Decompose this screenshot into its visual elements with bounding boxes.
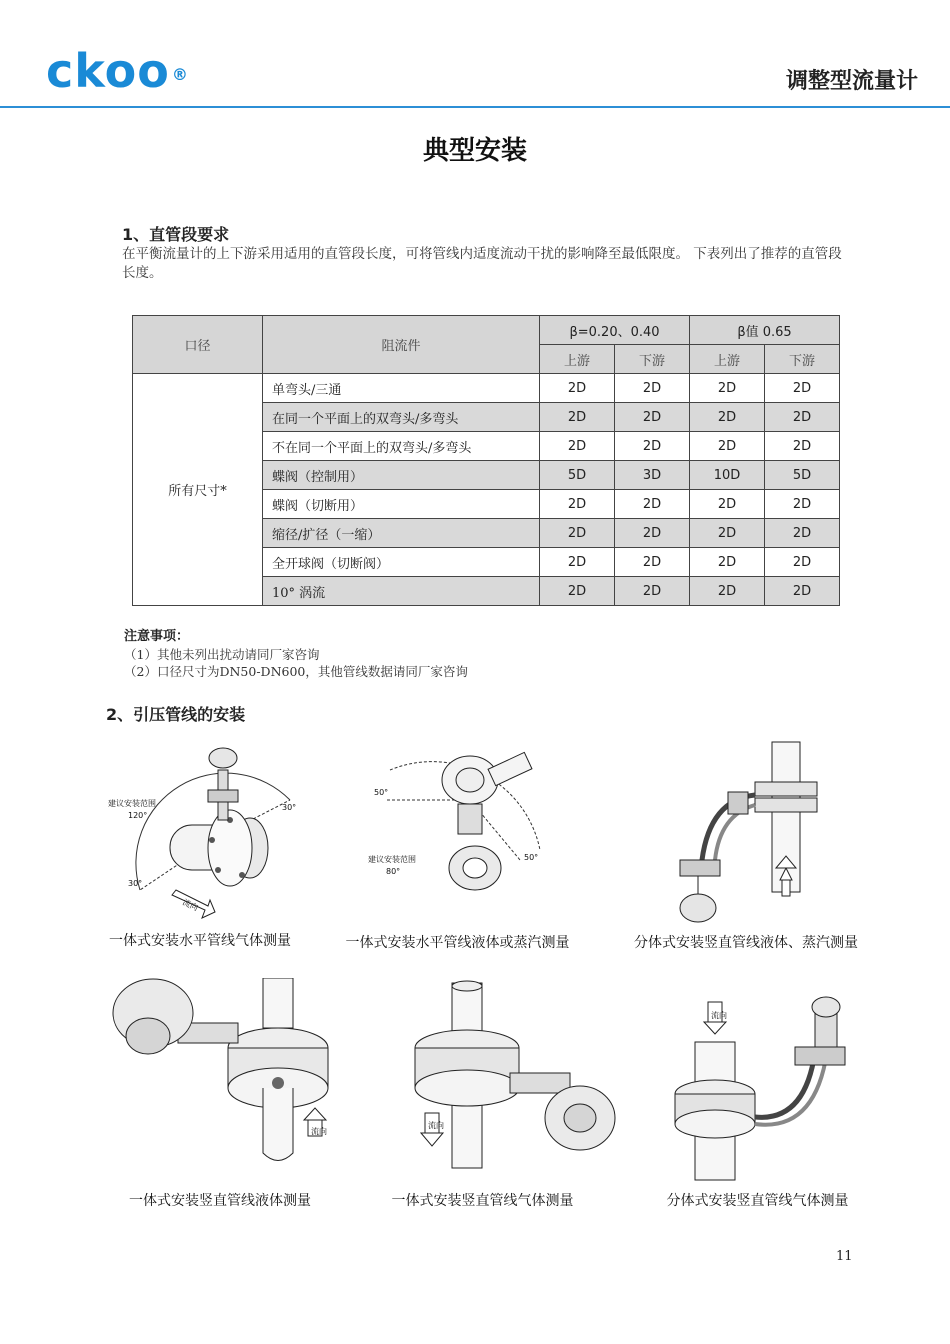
table-cell: 2D [615, 403, 690, 432]
downstream-header: 下游 [765, 345, 840, 374]
table-cell: 2D [540, 548, 615, 577]
document-title: 调整型流量计 [785, 69, 918, 94]
figure-caption: 分体式安装竖直管线气体测量 [666, 1193, 849, 1209]
table-cell: 2D [615, 519, 690, 548]
col-obstruction-header: 阻流件 [263, 316, 540, 374]
figure-caption: 分体式安装竖直管线液体、蒸汽测量 [634, 935, 858, 951]
table-cell: 2D [540, 374, 615, 403]
table-cell: 2D [690, 403, 765, 432]
section1-intro: 在平衡流量计的上下游采用适用的直管段长度，可将管线内适度流动干扰的影响降至最低限度。 下表列出了推荐的直管段长度。 [122, 246, 842, 281]
fig6-flow-label: 流向 [711, 1011, 727, 1020]
notes-title: 注意事项： [124, 629, 190, 644]
logo-text: ckoo [46, 44, 170, 98]
fig5-flow-label: 流向 [428, 1121, 444, 1130]
beta-group-2-header: β值 0.65 [690, 316, 840, 345]
col-diameter-header: 口径 [133, 316, 263, 374]
ckoo-logo [46, 44, 189, 98]
fig1-flow-label: 流向 [181, 897, 200, 913]
obstruction-label: 单弯头/三通 [263, 374, 540, 403]
table-cell: 2D [615, 548, 690, 577]
table-cell: 2D [540, 403, 615, 432]
table-cell: 2D [690, 432, 765, 461]
fig4-flow-label: 流向 [311, 1127, 327, 1136]
size-cell: 所有尺寸* [133, 374, 263, 606]
figure-caption: 一体式安装竖直管线气体测量 [391, 1193, 574, 1209]
table-cell: 2D [615, 374, 690, 403]
table-cell: 2D [690, 519, 765, 548]
table-cell: 2D [540, 577, 615, 606]
figure-integral-vertical-gas [410, 978, 620, 1173]
figure-caption: 一体式安装水平管线气体测量 [109, 933, 291, 949]
note-item: （1）其他未列出扰动请同厂家咨询 [124, 647, 320, 662]
table-cell: 2D [765, 432, 840, 461]
table-cell: 2D [690, 374, 765, 403]
figure-caption: 一体式安装水平管线液体或蒸汽测量 [345, 935, 570, 951]
table-cell: 2D [765, 374, 840, 403]
obstruction-label: 全开球阀（切断阀） [263, 548, 540, 577]
table-cell: 2D [615, 577, 690, 606]
fig2-angle-a: 50° [374, 788, 389, 797]
fig1-angle-a: 30° [282, 803, 297, 812]
table-cell: 2D [765, 403, 840, 432]
fig2-range-label: 建议安装范围 [368, 855, 416, 864]
header-rule [0, 106, 950, 108]
table-cell: 2D [540, 432, 615, 461]
obstruction-label: 蝶阀（控制用） [263, 461, 540, 490]
obstruction-label: 不在同一个平面上的双弯头/多弯头 [263, 432, 540, 461]
table-cell: 2D [615, 432, 690, 461]
table-cell: 5D [765, 461, 840, 490]
upstream-header: 上游 [690, 345, 765, 374]
table-cell: 3D [615, 461, 690, 490]
table-cell: 2D [765, 490, 840, 519]
table-cell: 2D [765, 519, 840, 548]
obstruction-label: 10° 涡流 [263, 577, 540, 606]
obstruction-label: 蝶阀（切断用） [263, 490, 540, 519]
figure-integral-horizontal-liquid [360, 740, 560, 905]
table-cell: 2D [540, 490, 615, 519]
section2-heading: 2、引压管线的安装 [106, 705, 246, 724]
table-cell: 2D [765, 548, 840, 577]
fig2-angle-b: 50° [524, 853, 539, 862]
section1-heading: 1、直管段要求 [122, 225, 230, 244]
upstream-header: 上游 [540, 345, 615, 374]
table-cell: 10D [690, 461, 765, 490]
figure-remote-vertical-liquid [660, 740, 860, 925]
table-cell: 2D [690, 548, 765, 577]
figure-integral-horizontal-gas [100, 740, 310, 930]
table-cell: 2D [765, 577, 840, 606]
note-item: （2）口径尺寸为DN50-DN600，其他管线数据请同厂家咨询 [124, 664, 468, 679]
obstruction-label: 缩径/扩径（一缩） [263, 519, 540, 548]
figure-caption: 一体式安装竖直管线液体测量 [129, 1193, 311, 1209]
page-number: 11 [836, 1249, 853, 1264]
beta-group-1-header: β=0.20、0.40 [540, 316, 690, 345]
table-cell: 2D [615, 490, 690, 519]
fig1-range-label: 建议安装范围 [108, 799, 156, 808]
figure-remote-vertical-gas [665, 992, 880, 1182]
downstream-header: 下游 [615, 345, 690, 374]
table-cell: 2D [690, 490, 765, 519]
table-cell: 2D [540, 519, 615, 548]
figure-integral-vertical-liquid [108, 978, 333, 1173]
table-cell: 2D [690, 577, 765, 606]
fig1-angle-b: 30° [128, 879, 143, 888]
fig1-range-value: 120° [128, 811, 148, 820]
fig2-range-value: 80° [386, 867, 401, 876]
straight-pipe-table [132, 315, 840, 606]
obstruction-label: 在同一个平面上的双弯头/多弯头 [263, 403, 540, 432]
registered-mark: ® [171, 65, 189, 84]
table-cell: 5D [540, 461, 615, 490]
page-title: 典型安装 [422, 136, 527, 166]
